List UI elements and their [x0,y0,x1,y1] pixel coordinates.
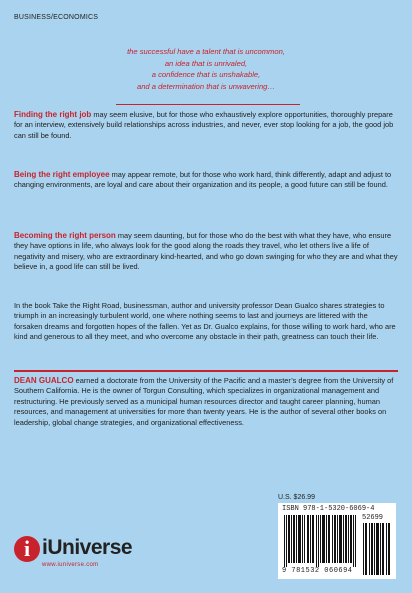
paragraph-lead: Finding the right job [14,110,92,119]
pull-quote [0,46,412,92]
publisher-i-icon: i [23,536,31,561]
barcode-digits: 9 781532 060694 [282,567,353,575]
paragraph-text: may appear remote, but for those who work hard, think differently, adapt and adjust to changing environments, are loyal and care about their organization and its people, a good future can still be found. [14,170,392,190]
paragraph-lead: Becoming the right person [14,231,116,240]
barcode-addon-bars [362,523,392,575]
barcode-addon-digits: 52699 [362,514,384,522]
paragraph-lead: Being the right employee [14,170,110,179]
quote-line: an idea that is unrivaled, [164,58,248,68]
paragraph-right-person [14,231,398,273]
quote-line: the successful have a talent that is uncommon, [127,47,285,56]
publisher-url: www.iuniverse.com [42,562,99,568]
quote-line: and a determination that is unwavering… [136,81,276,91]
paragraph-book-summary: In the book Take the Right Road, businessman, author and university professor Dean Gualco shares strategies to triumph in an increasingly turbulent world, one where nothing seems to last and journeys are littered with the forsaken dreams and forgotten hopes of the fallen. Yet as Dr. Gualco explains, for those willing to work hard, who are kind and generous to all they meet, and who overcome any obstacle in their path, greatness can touch their life. [14,301,396,342]
paragraph-right-employee [14,170,398,191]
author-divider [14,370,398,372]
paragraph-text: may seem elusive, but for those who exhaustively explore opportunities, thoroughly prepare for an interview, extensively build relationships across industries, and never, ever stop looking for a job, the good job can still be found. [14,110,394,140]
publisher-name: iUniverse [42,536,133,559]
quote-divider [116,104,300,105]
author-bio [14,376,398,428]
isbn-text: ISBN 978-1-5320-6069-4 [282,505,375,513]
paragraph-text: may seem daunting, but for those who do the best with what they have, who ensure they have options in life, who always look for the good along the roads they travel, who let others live a life of negativity and misery, who are extraordinary kind-hearted, and who go down swinging for who they are and what they believe in, a good life can still be lived. [14,231,398,272]
barcode [278,503,396,579]
barcode-bars [282,515,358,567]
quote-line: a confidence that is unshakable, [151,70,261,80]
price-label: U.S. $26.99 [278,494,315,501]
author-bio-text: earned a doctorate from the University of the Pacific and a master’s degree from the University of Southern California. He is the owner of Torgun Consulting, which specializes in organizational management and restructuring. He previously served as a municipal human resources director and taught career planning, human resources, and management at universities for more than twenty years. He is the author of several other books on leadership, global change strategies, and organizational effectiveness. [14,376,394,427]
author-name: DEAN GUALCO [14,376,74,385]
category-label: BUSINESS/ECONOMICS [14,14,99,21]
publisher-logo [14,534,154,578]
paragraph-finding-job [14,110,398,141]
